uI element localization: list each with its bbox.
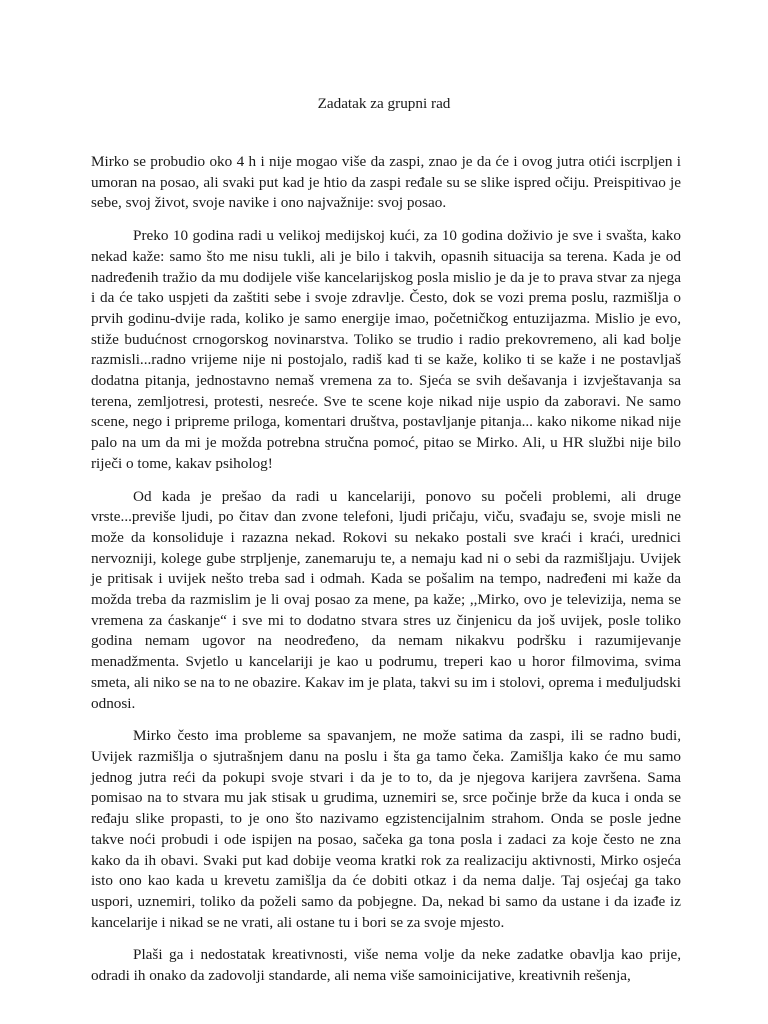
document-title: Zadatak za grupni rad [317, 95, 451, 112]
paragraph-1: Mirko se probudio oko 4 h i nije mogao više da zaspi, znao je da će i ovog jutra otići iscrpljen i umoran na posao, ali svaki put kad je htio da zaspi ređale su se slike ispred očiju. Preispitivao je sebe, svoj život, svoje navike i ono najvažnije: svoj posao. [91, 153, 681, 212]
paragraph-3: Od kada je prešao da radi u kancelariji, ponovo su počeli problemi, ali druge vrste...previše ljudi, po čitav dan zvone telefoni, ljudi pričaju, viču, svađaju se, svoje misli ne može da konsoliduje i razazna nekad. Rokovi su nekako postali sve kraći i kraći, urednici nervozniji, kolege gube strpljenje, zanemaruju te, a nemaju kad ni o sebi da razmišljaju. Uvijek je pritisak i uvijek nešto treba sad i odmah. Kada se pošalim na tempo, nadređeni mi kaže da možda treba da razmislim je li ovaj posao za mene, pa kaže; ,,Mirko, ovo je televizija, nema se vremena za ćaskanje“ i sve mi to dodatno stvara stres uz činjenicu da još uvijek, posle toliko godina nemam ugovor na neodređeno, da nemam nikakvu podršku i razumijevanje menadžmenta. Svjetlo u kancelariji je kao u podrumu, treperi kao u horor filmovima, svima smeta, ali niko se na to ne obazire. Kakav im je plata, takvi su im i stolovi, oprema i međuljudski odnosi. [91, 487, 681, 712]
paragraph-5: Plaši ga i nedostatak kreativnosti, više nema volje da neke zadatke obavlja kao prije, odradi ih onako da zadovolji standarde, ali nema više samoinicijative, kreativnih rešenja, [91, 946, 681, 985]
paragraph-2: Preko 10 godina radi u velikoj medijskoj kući, za 10 godina doživio je sve i svašta, kako nekad kaže: samo što me nisu tukli, ali je bilo i takvih, opasnih situacija sa terena. Kada je od nadređenih tražio da mu dodijele više kancelarijskog posla mislio je da je to prava stvar za njega i da će tako uspjeti da zaštiti sebe i svoje zdravlje. Često, dok se vozi prema poslu, razmišlja o prvih godinu-dvije rada, koliko je samo energije imao, početničkog entuzijazma. Mislio je evo, stiže budućnost crnogorskog novinarstva. Toliko se trudio i radio prekovremeno, ali kad bolje razmisli...radno vrijeme nije ni postojalo, radiš kad ti se kaže, koliko ti se kaže i ne postavljaš dodatna pitanja, jednostavno nemaš vremena za to. Sjeća se svih dešavanja i izvještavanja sa terena, zemljotresi, protesti, nesreće. Sve te scene koje nikad nije uspio da zaboravi. Ne samo scene, nego i pripreme priloga, komentari društva, postavljanje pitanja... kako nikome nikad nije palo na um da mi je možda potrebna stručna pomoć, pitao se Mirko. Ali, u HR službi nije bilo riječi o tome, kakav psiholog! [91, 227, 681, 472]
paragraph-4: Mirko često ima probleme sa spavanjem, ne može satima da zaspi, ili se radno budi, Uvijek razmišlja o sjutrašnjem danu na poslu i šta ga tamo čeka. Zamišlja kako će mu samo jednog jutra reći da pokupi svoje stvari i da je to to, da je njegova karijera završena. Sama pomisao na to stvara mu jak stisak u grudima, uznemiri se, srce počinje brže da kuca i onda se ređaju slike propasti, to je ono što nazivamo egzistencijalnim strahom. Onda se posle jedne takve noći probudi i ode ispijen na posao, sačeka ga tona posla i zadaci za koje često ne zna kako da ih obavi. Svaki put kad dobije veoma kratki rok za realizaciju aktivnosti, Mirko osjeća isto ono kao kada u krevetu zamišlja da će dobiti otkaz i da nema dalje. Taj osjećaj ga tako uspori, uznemiri, toliko da poželi samo da pobjegne. Da, nekad bi samo da ustane i da izađe iz kancelarije i nikad se ne vrati, ali ostane tu i bori se za svoje mjesto. [91, 727, 681, 931]
document-body [91, 152, 681, 999]
